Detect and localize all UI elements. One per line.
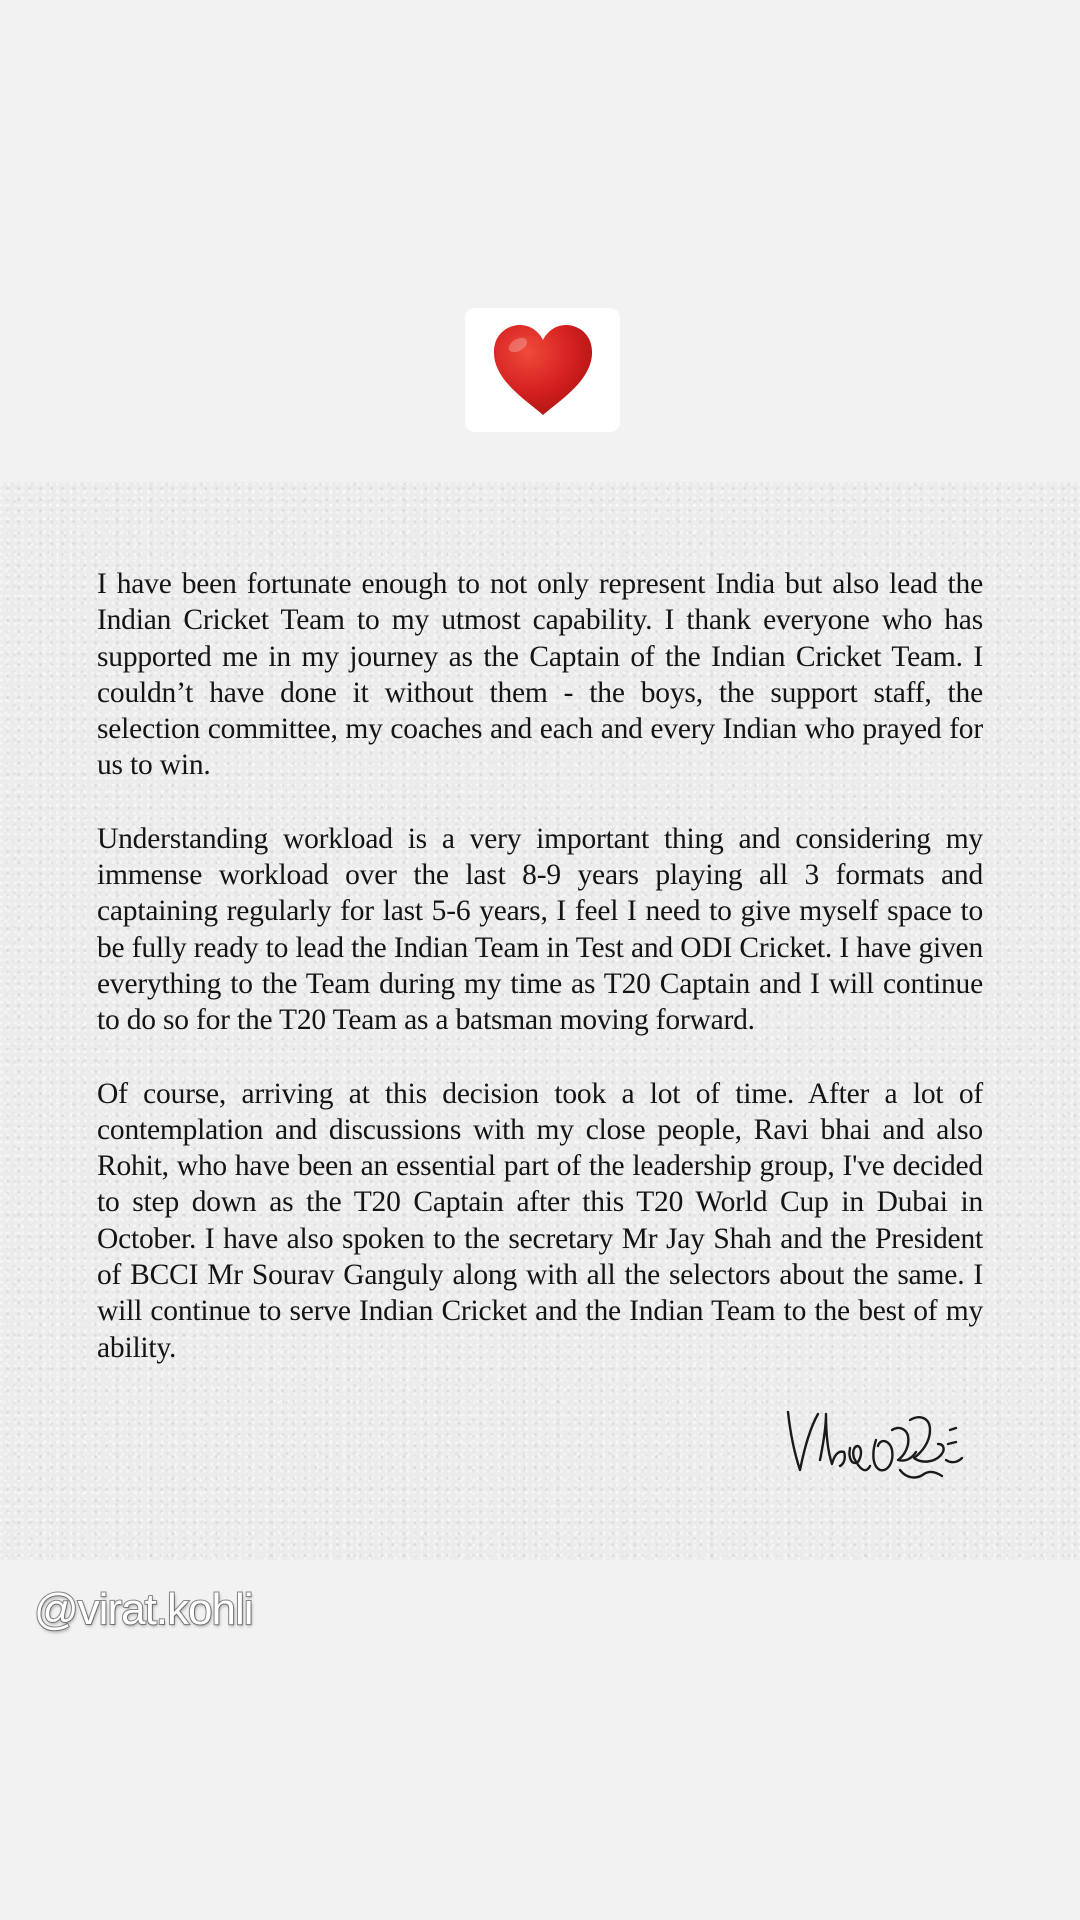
statement-letter bbox=[0, 482, 1080, 1560]
red-heart-icon bbox=[491, 323, 595, 417]
letter-paragraph-2: Understanding workload is a very important thing and considering my immense workload over the last 8-9 years playing all 3 formats and captaining regularly for last 5-6 years, I feel I need to give myself space to be fully ready to lead the Indian Team in Test and ODI Cricket. I have given everything to the Team during my time as T20 Captain and I will continue to do so for the T20 Team as a batsman moving forward. bbox=[97, 822, 983, 1037]
letter-paragraph-1: I have been fortunate enough to not only represent India but also lead the Indian Cricket Team to my utmost capability. I thank everyone who has supported me in my journey as the Captain of the Indian Cricket Team. I couldn’t have done it without them - the boys, the support staff, the selection committee, my coaches and each and every Indian who prayed for us to win. bbox=[97, 568, 983, 782]
signature-image bbox=[780, 1400, 970, 1500]
heart-sticker[interactable] bbox=[465, 308, 620, 432]
mention-sticker[interactable]: @virat.kohli bbox=[34, 1585, 253, 1634]
letter-paragraph-3: Of course, arriving at this decision took a lot of time. After a lot of contemplation and discussions with my close people, Ravi bhai and also Rohit, who have been an essential part of the leadership group, I've decided to step down as the T20 Captain after this T20 World Cup in Dubai in October. I have also spoken to the secretary Mr Jay Shah and the President of BCCI Mr Sourav Ganguly along with all the selectors about the same. I will continue to serve Indian Cricket and the Indian Team to the best of my ability. bbox=[97, 1077, 983, 1364]
